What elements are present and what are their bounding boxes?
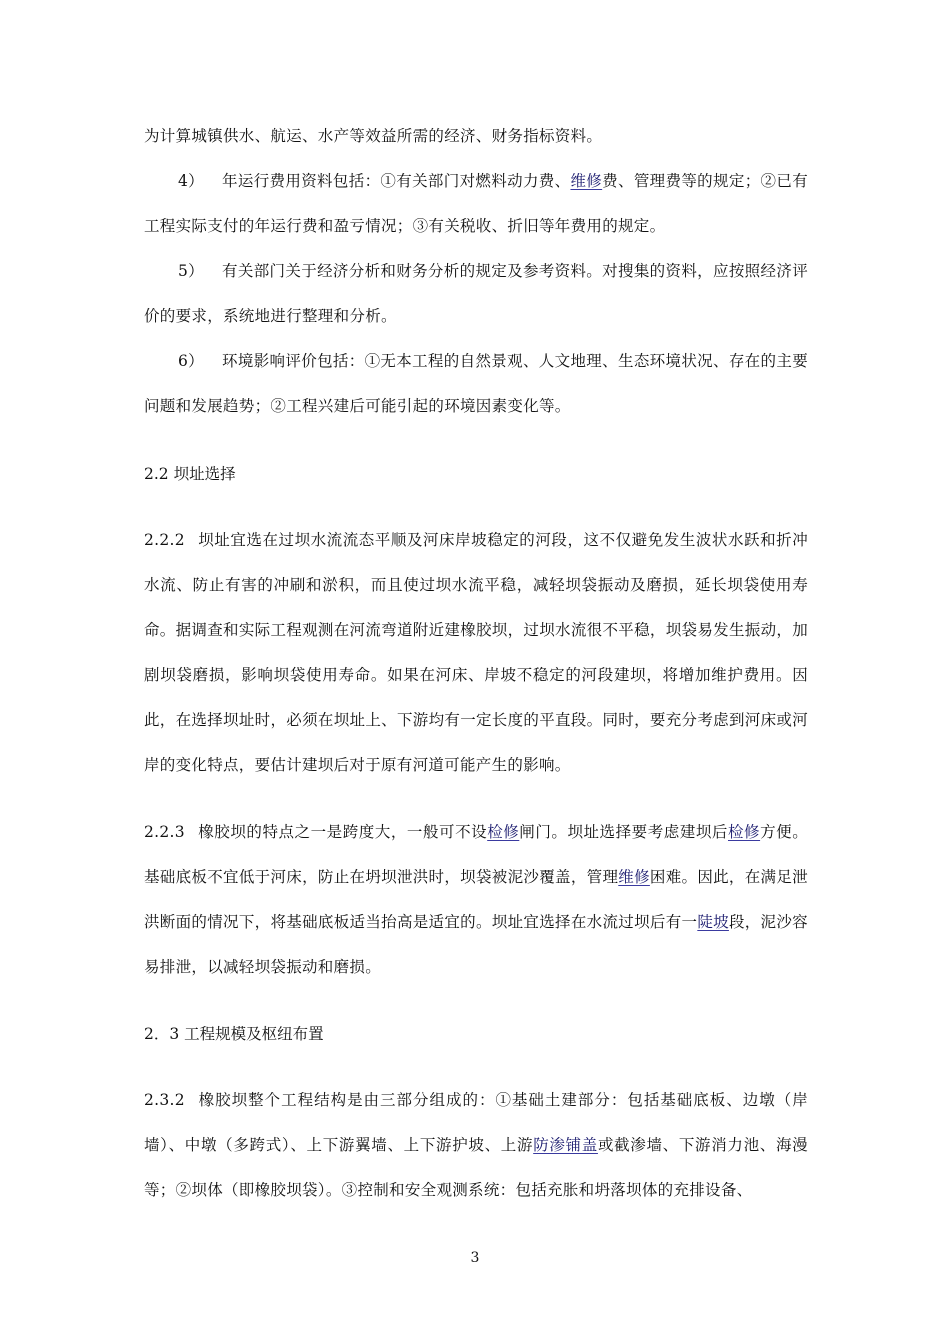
- section-text: 段，泥沙容易排泄，以减轻坝袋振动和磨损。: [144, 913, 808, 976]
- link-seepage-blanket[interactable]: 防渗铺盖: [533, 1136, 598, 1154]
- section-text: 坝址宜选在过坝水流流态平顺及河床岸坡稳定的河段，这不仅避免发生波状水跃和折冲水流、防止有害的冲刷和淤积，而且使过坝水流平稳，减轻坝袋振动及磨损，延长坝袋使用寿命。据调查和实际工程观测在河流弯道附近建橡胶坝，过坝水流很不平稳，坝袋易发生振动，加剧坝袋磨损，影响坝袋使用寿命。如果在河床、岸坡不稳定的河段建坝，将增加维护费用。因此，在选择坝址时，必须在坝址上、下游均有一定长度的平直段。同时，要充分考虑到河床或河岸的变化特点，要估计建坝后对于原有河道可能产生的影响。: [144, 531, 808, 774]
- section-text: 或截渗墙、下游消力池、海漫等；②坝体（即橡胶坝袋）。③控制和安全观测系统：包括充胀和坍落坝体的充排设备、: [144, 1136, 808, 1199]
- item-number: 6）: [178, 352, 204, 370]
- item-number: 4）: [178, 172, 204, 190]
- section-label: 2.2.2: [144, 531, 185, 549]
- link-steep-slope[interactable]: 陡坡: [697, 913, 729, 931]
- section-text: 橡胶坝整个工程结构是由三部分组成的：①基础土建部分：包括基础底板、边墩（岸墙）、中墩（多跨式）、上下游翼墙、上下游护坡、上游: [144, 1091, 808, 1154]
- paragraph-text: 费、管理费等的规定；②已有工程实际支付的年运行费和盈亏情况；③有关税收、折旧等年费用的规定。: [144, 172, 809, 235]
- section-label: 2.3.2: [144, 1091, 185, 1109]
- item-number: 5）: [178, 262, 204, 280]
- paragraph-environmental-impact: [144, 339, 808, 429]
- link-maintenance[interactable]: 维修: [570, 172, 603, 190]
- section-heading-dam-site: 2.2 坝址选择: [144, 465, 236, 483]
- paragraph-annual-operating-cost: [144, 159, 808, 249]
- link-inspection-repair-2[interactable]: 检修: [727, 823, 761, 841]
- section-heading-project-scale: 2．3 工程规模及枢纽布置: [144, 1025, 324, 1043]
- section-text: 橡胶坝的特点之一是跨度大，一般可不设: [198, 823, 488, 841]
- paragraph-economic-indicators: [144, 114, 808, 159]
- link-inspection-repair[interactable]: 检修: [487, 823, 520, 841]
- section-label: 2.2.3: [144, 823, 185, 841]
- paragraph-text: 环境影响评价包括：①无本工程的自然景观、人文地理、生态环境状况、存在的主要问题和发展趋势；②工程兴建后可能引起的环境因素变化等。: [144, 352, 808, 415]
- section-text: 困难。因此，在满足泄洪断面的情况下，将基础底板适当抬高是适宜的。坝址宜选择在水流过坝后有一: [144, 868, 808, 931]
- paragraph-text: 有关部门关于经济分析和财务分析的规定及参考资料。对搜集的资料，应按照经济评价的要求，系统地进行整理和分析。: [144, 262, 808, 325]
- paragraph-text: 年运行费用资料包括：①有关部门对燃料动力费、: [222, 172, 571, 190]
- section-2-3-2: [144, 1078, 808, 1213]
- section-text: 闸门。坝址选择要考虑建坝后: [519, 823, 728, 841]
- section-text: 方便。基础底板不宜低于河床，防止在坍坝泄洪时，坝袋被泥沙覆盖，管理: [144, 823, 808, 886]
- paragraph-text: 为计算城镇供水、航运、水产等效益所需的经济、财务指标资料。: [144, 127, 603, 145]
- section-2-2-2: [144, 518, 808, 788]
- link-maintenance-2[interactable]: 维修: [618, 868, 650, 886]
- page-number: 3: [470, 1250, 480, 1266]
- section-2-2-3: [144, 810, 808, 990]
- paragraph-economic-analysis: [144, 249, 808, 339]
